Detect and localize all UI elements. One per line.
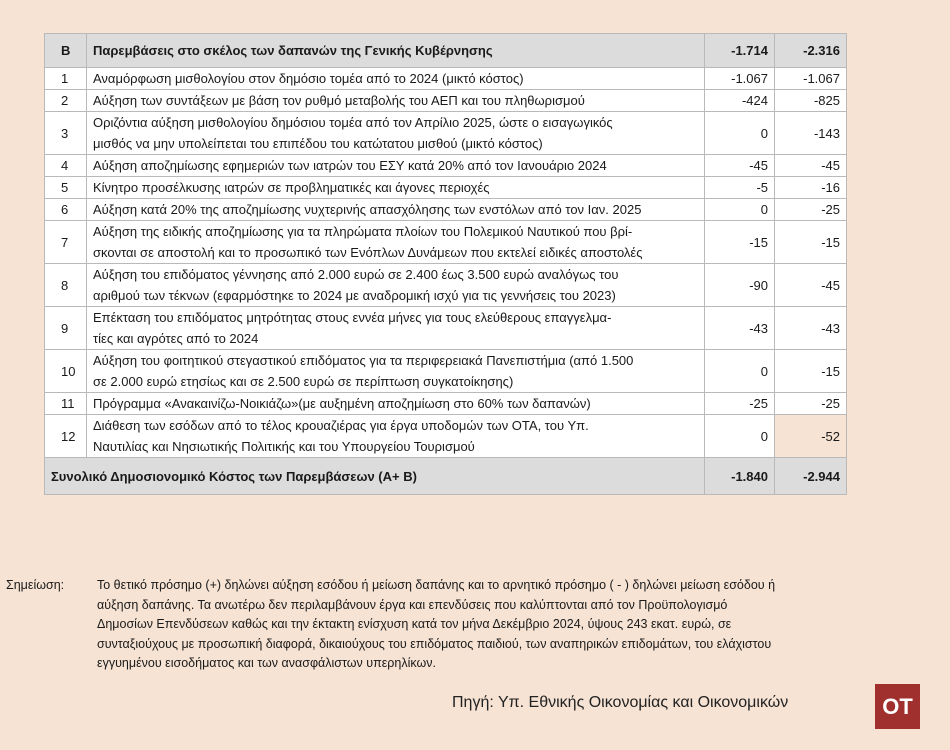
notes-line: εγγυημένου εισοδήματος και των ανασφάλιστων υπερηλίκων. — [97, 656, 436, 670]
row-description-line: Αναμόρφωση μισθολογίου στον δημόσιο τομέα από το 2024 (μικτό κόστος) — [93, 71, 524, 86]
table-row — [45, 199, 847, 221]
row-value-2024: 0 — [705, 199, 775, 221]
row-description-line: Ναυτιλίας και Νησιωτικής Πολιτικής και του Υπουργείου Τουρισμού — [93, 439, 475, 454]
row-number: 3 — [45, 112, 87, 155]
table-row — [45, 112, 847, 155]
total-label: Συνολικό Δημοσιονομικό Κόστος των Παρεμβάσεων (Α+ Β) — [45, 458, 705, 495]
section-code: Β — [45, 34, 87, 68]
row-value-2025: -15 — [775, 221, 847, 264]
row-description-line: Κίνητρο προσέλκυσης ιατρών σε προβληματικές και άγονες περιοχές — [93, 180, 490, 195]
row-value-2025: -25 — [775, 393, 847, 415]
row-number: 9 — [45, 307, 87, 350]
row-value-2024: -90 — [705, 264, 775, 307]
row-value-2024: -25 — [705, 393, 775, 415]
table-row — [45, 264, 847, 307]
row-description — [87, 90, 705, 112]
table-row — [45, 350, 847, 393]
notes-label: Σημείωση: — [6, 578, 65, 592]
row-description-line: Οριζόντια αύξηση μισθολογίου δημόσιου τομέα από τον Απρίλιο 2025, ώστε ο εισαγωγικός — [93, 115, 613, 130]
row-description — [87, 112, 705, 155]
row-value-2024: 0 — [705, 415, 775, 458]
row-description — [87, 221, 705, 264]
row-number: 7 — [45, 221, 87, 264]
row-description — [87, 307, 705, 350]
row-description-line: Επέκταση του επιδόματος μητρότητας στους εννέα μήνες για τους ελεύθερους επαγγελμα- — [93, 310, 612, 325]
row-description — [87, 393, 705, 415]
table-row — [45, 393, 847, 415]
notes-line: συνταξιούχους με προσωπική διαφορά, δικαιούχους του επιδόματος παιδιού, των αναπηρικών επιδομάτων, του ελάχιστου — [97, 636, 772, 651]
row-value-2025: -43 — [775, 307, 847, 350]
table-row — [45, 68, 847, 90]
row-description-line: τίες και αγρότες από το 2024 — [93, 331, 259, 346]
row-value-2025: -825 — [775, 90, 847, 112]
row-description-line: Αύξηση του φοιτητικού στεγαστικού επιδόματος για τα περιφερειακά Πανεπιστήμια (από 1.500 — [93, 353, 634, 368]
row-description-line: σε 2.000 ευρώ ετησίως και σε 2.500 ευρώ σε περίπτωση συγκατοίκησης) — [93, 374, 514, 389]
total-value-2024: -1.840 — [705, 458, 775, 495]
row-value-2024: -1.067 — [705, 68, 775, 90]
row-description — [87, 177, 705, 199]
section-value-2024: -1.714 — [705, 34, 775, 68]
measures-table — [44, 33, 847, 495]
section-header-row — [45, 34, 847, 68]
table-row — [45, 90, 847, 112]
row-number: 6 — [45, 199, 87, 221]
table-row — [45, 177, 847, 199]
row-description-line: Αύξηση της ειδικής αποζημίωσης για τα πληρώματα πλοίων του Πολεμικού Ναυτικού που βρί- — [93, 224, 633, 239]
row-value-2024: 0 — [705, 350, 775, 393]
row-value-2024: -45 — [705, 155, 775, 177]
measures-table-container — [44, 33, 846, 495]
row-value-2024: -424 — [705, 90, 775, 112]
row-description-line: Αύξηση του επιδόματος γέννησης από 2.000 ευρώ σε 2.400 έως 3.500 ευρώ αναλόγως του — [93, 267, 619, 282]
row-number: 11 — [45, 393, 87, 415]
row-description — [87, 415, 705, 458]
row-description-line: Αύξηση των συντάξεων με βάση τον ρυθμό μεταβολής του ΑΕΠ και του πληθωρισμού — [93, 93, 585, 108]
row-value-2024: 0 — [705, 112, 775, 155]
row-description-line: σκονται σε αποστολή και το προσωπικό των Ενόπλων Δυνάμεων που εκτελεί ειδικές αποστολές — [93, 245, 643, 260]
total-row — [45, 458, 847, 495]
row-description — [87, 68, 705, 90]
table-row — [45, 415, 847, 458]
notes-line: Το θετικό πρόσημο (+) δηλώνει αύξηση εσόδου ή μείωση δαπάνης και το αρνητικό πρόσημο ( - ) δηλώνει μείωση εσόδου ή — [97, 578, 776, 592]
row-number: 1 — [45, 68, 87, 90]
notes-text — [97, 576, 875, 674]
row-number: 12 — [45, 415, 87, 458]
ot-logo: ΟΤ — [875, 684, 920, 729]
table-row — [45, 155, 847, 177]
total-value-2025: -2.944 — [775, 458, 847, 495]
row-value-2024: -43 — [705, 307, 775, 350]
section-value-2025: -2.316 — [775, 34, 847, 68]
row-description-line: Αύξηση κατά 20% της αποζημίωσης νυχτερινής απασχόλησης των ενστόλων από τον Ιαν. 2025 — [93, 202, 642, 217]
row-value-2025: -143 — [775, 112, 847, 155]
row-number: 4 — [45, 155, 87, 177]
row-description — [87, 155, 705, 177]
notes-line: Δημοσίων Επενδύσεων καθώς και την έκτακτη ενίσχυση κατά τον μήνα Δεκέμβριο 2024, ύψους 243 εκατ. ευρώ, σε — [97, 617, 732, 631]
row-description-line: αριθμού των τέκνων (εφαρμόστηκε το 2024 με αναδρομική ισχύ για τις γεννήσεις του 2023) — [93, 288, 616, 303]
row-number: 8 — [45, 264, 87, 307]
row-description-line: μισθός να μην υπολείπεται του επιπέδου του κατώτατου μισθού (μικτό κόστος) — [93, 136, 543, 151]
row-value-2025: -25 — [775, 199, 847, 221]
row-description-line: Αύξηση αποζημίωσης εφημεριών των ιατρών του ΕΣΥ κατά 20% από τον Ιανουάριο 2024 — [93, 158, 607, 173]
row-number: 10 — [45, 350, 87, 393]
table-row — [45, 307, 847, 350]
row-description — [87, 199, 705, 221]
row-value-2024: -15 — [705, 221, 775, 264]
row-description — [87, 264, 705, 307]
row-value-2025: -15 — [775, 350, 847, 393]
row-description-line: Διάθεση των εσόδων από το τέλος κρουαζιέρας για έργα υποδομών των ΟΤΑ, του Υπ. — [93, 418, 589, 433]
row-value-2025: -45 — [775, 155, 847, 177]
row-number: 5 — [45, 177, 87, 199]
row-value-2024: -5 — [705, 177, 775, 199]
row-value-2025: -16 — [775, 177, 847, 199]
row-description-line: Πρόγραμμα «Ανακαινίζω-Νοικιάζω»(με αυξημένη αποζημίωση στο 60% των δαπανών) — [93, 396, 591, 411]
source-text: Πηγή: Υπ. Εθνικής Οικονομίας και Οικονομικών — [452, 694, 789, 711]
table-row — [45, 221, 847, 264]
row-description — [87, 350, 705, 393]
section-title: Παρεμβάσεις στο σκέλος των δαπανών της Γενικής Κυβέρνησης — [87, 34, 705, 68]
row-value-2025: -45 — [775, 264, 847, 307]
notes-line: αύξηση δαπάνης. Τα ανωτέρω δεν περιλαμβάνουν έργα και επενδύσεις που καλύπτονται από τον Προϋπολογισμό — [97, 597, 728, 612]
row-value-2025: -52 — [775, 415, 847, 458]
row-number: 2 — [45, 90, 87, 112]
row-value-2025: -1.067 — [775, 68, 847, 90]
